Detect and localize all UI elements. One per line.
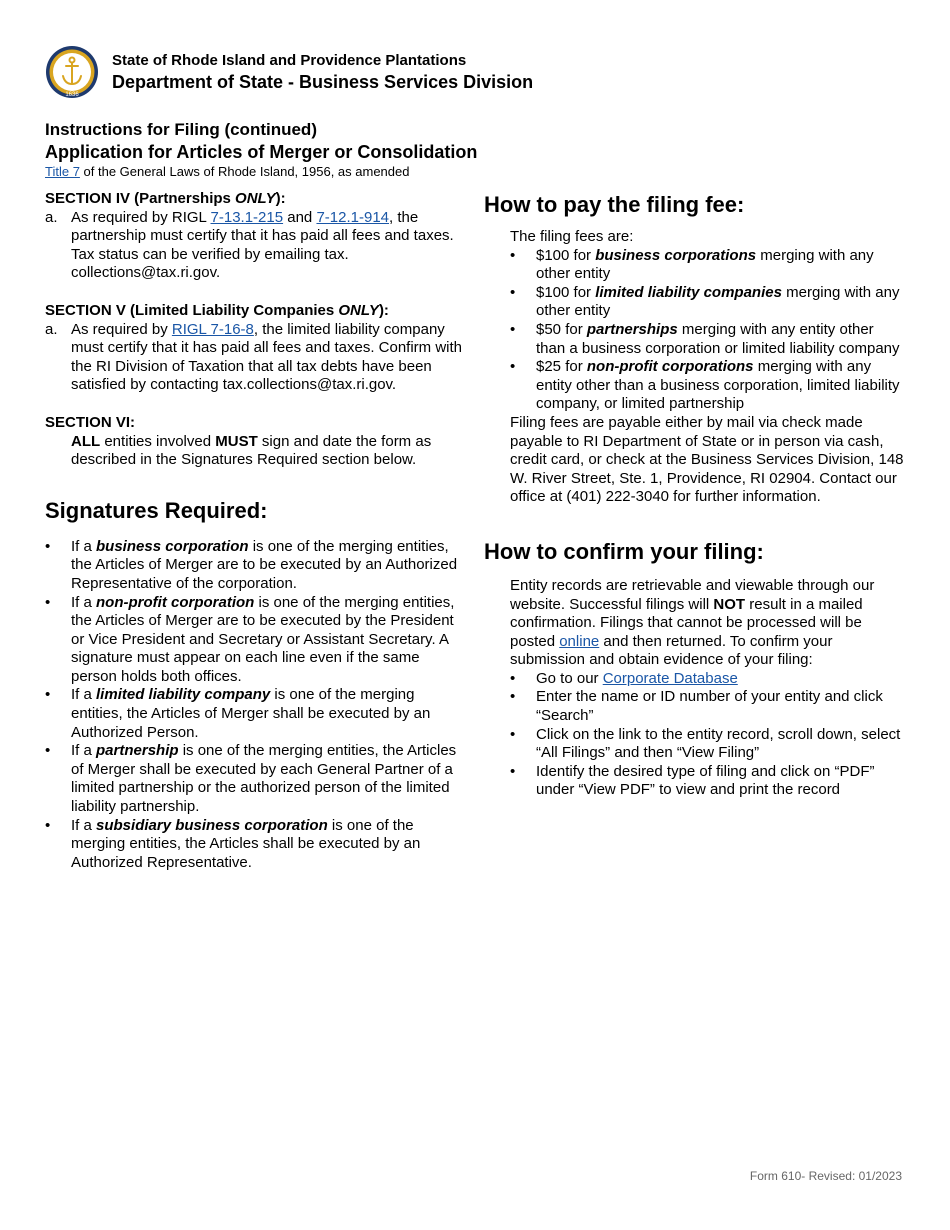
signatures-heading: Signatures Required: — [45, 497, 268, 523]
section-v-heading: SECTION V (Limited Liability Companies ONLY): — [45, 301, 389, 319]
section-v-item: a. As required by RIGL 7-16-8, the limited liability company must certify that it has paid all fees and taxes. Confirm with the RI Division of Taxation that all tax debts have been satisfied by contacting tax.collections@tax.ri.gov. — [45, 320, 463, 394]
instructions-title: Instructions for Filing (continued) — [45, 120, 317, 139]
signature-item: • If a non-profit corporation is one of the merging entities, the Articles of Merger are to be executed by the President or Vice President and Secretary or Assistant Secretary. A signature must appear on each line even if the same person holds both offices. — [45, 593, 455, 685]
signature-item: • If a partnership is one of the merging entities, the Articles of Merger shall be executed by each General Partner of a limited partnership or the authorized person of the limited liability partnership. — [45, 742, 457, 816]
confirm-paragraph: Entity records are retrievable and viewable through our website. Successful filings will NOT result in a mailed confirmation. Filings that cannot be processed will be posted online and then returned. To confirm your submission and obtain evidence of your filing: — [510, 576, 875, 669]
right-column — [484, 192, 904, 800]
title-7-link[interactable]: Title 7 — [45, 164, 80, 179]
confirm-step-3: • Click on the link to the entity record, scroll down, select “All Filings” and then “View Filing” — [510, 725, 901, 762]
section-vi-heading: SECTION VI: — [45, 413, 136, 431]
rigl-7-16-8-link[interactable]: RIGL 7-16-8 — [171, 320, 254, 338]
form-revision-footer: Form 610- Revised: 01/2023 — [749, 1169, 902, 1183]
signature-item: • If a subsidiary business corporation is one of the merging entities, the Articles shall be executed by an Authorized Representative. — [45, 816, 421, 871]
rigl-7-12-1-914-link[interactable]: 7-12.1-914 — [316, 208, 390, 226]
confirm-block — [484, 577, 904, 800]
signatures-list — [45, 538, 465, 873]
law-reference: Title 7 of the General Laws of Rhode Island, 1956, as amended — [45, 164, 410, 179]
confirm-step-2: • Enter the name or ID number of your entity and click “Search” — [510, 688, 883, 725]
confirm-step-1: • Go to our Corporate Database — [510, 669, 738, 687]
confirm-heading: How to confirm your filing: — [484, 538, 764, 564]
section-vi-text: ALL entities involved MUST sign and date the form as described in the Signatures Required section below. — [71, 432, 432, 469]
state-name: State of Rhode Island and Providence Plantations — [112, 52, 467, 69]
fee-item: • $25 for non-profit corporations merging with any entity other than a business corporation, limited liability company, or limited partnership — [510, 358, 900, 413]
signature-item: • If a limited liability company is one of the merging entities, the Articles of Merger shall be executed by an Authorized Person. — [45, 686, 431, 741]
fee-paragraph: Filing fees are payable either by mail via check made payable to RI Department of State or in person via cash, credit card, or check at the Business Services Division, 148 W. River Street, Ste. 1, Providence, RI 02904. Contact our office at (401) 222-3040 for further information. — [510, 413, 904, 506]
left-column — [45, 190, 465, 872]
fee-heading: How to pay the filing fee: — [484, 192, 745, 217]
application-title: Application for Articles of Merger or Consolidation — [45, 142, 478, 162]
fee-block — [484, 228, 904, 507]
fee-item: • $100 for limited liability companies merging with any other entity — [510, 283, 900, 320]
rigl-7-13-1-215-link[interactable]: 7-13.1-215 — [210, 208, 284, 226]
online-link[interactable]: online — [559, 632, 600, 650]
fee-item: • $100 for business corporations merging with any other entity — [510, 246, 874, 283]
state-seal-logo — [45, 45, 99, 99]
section-iv-heading: SECTION IV (Partnerships ONLY): — [45, 190, 286, 207]
fee-item: • $50 for partnerships merging with any entity other than a business corporation or limited liability company — [510, 320, 900, 357]
seal-year: 1636 — [65, 92, 79, 98]
department-name: Department of State - Business Services Division — [112, 72, 534, 92]
fee-list — [510, 247, 904, 414]
section-iv-item: a. As required by RIGL 7-13.1-215 and 7-12.1-914, the partnership must certify that it has paid all fees and taxes. Tax status can be verified by emailing tax. collections@tax.ri.gov. — [45, 208, 454, 282]
confirm-step-4: • Identify the desired type of filing and click on “PDF” under “View PDF” to view and print the record — [510, 762, 875, 799]
corporate-database-link[interactable]: Corporate Database — [602, 669, 738, 687]
fee-intro: The filing fees are: — [510, 228, 634, 245]
signature-item: • If a business corporation is one of the merging entities, the Articles of Merger are to be executed by an Authorized Representative of the corporation. — [45, 537, 458, 592]
